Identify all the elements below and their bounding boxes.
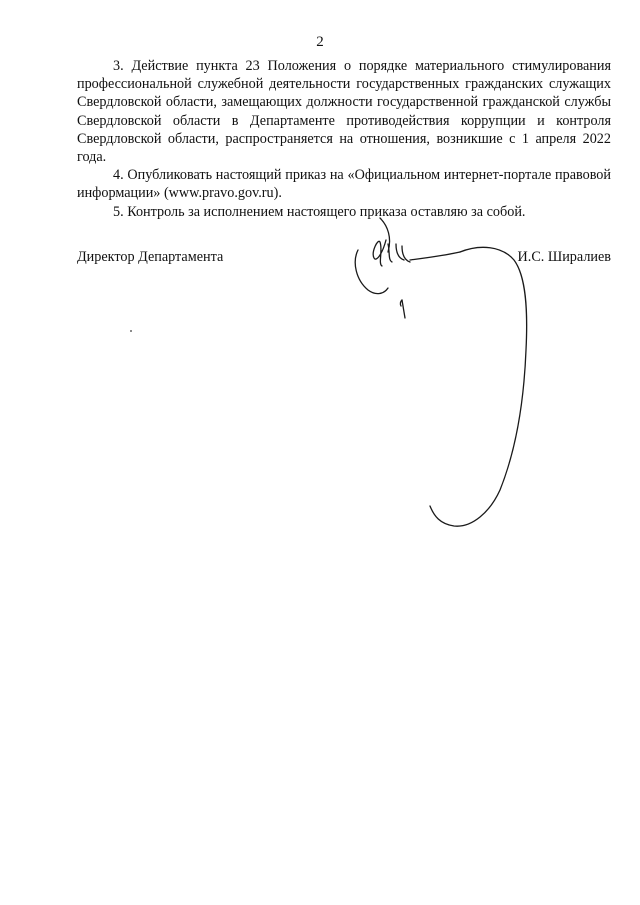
- paragraph-3: 3. Действие пункта 23 Положения о порядке материального стимулирования профессиональной служебной деятельности государственных гражданских служащих Свердловской области, замещающих должности государственной гражданской службы Свердловской области в Департаменте противодействия коррупции и контроля Свердловской области, распространяется на отношения, возникшие с 1 апреля 2022 года.: [77, 58, 611, 166]
- page-number: 2: [316, 34, 324, 50]
- signer-name: И.С. Ширалиев: [517, 249, 611, 265]
- paragraph-4: 4. Опубликовать настоящий приказ на «Официальном интернет-портале правовой информации» (www.pravo.gov.ru).: [77, 167, 611, 202]
- scan-speck: [130, 330, 132, 332]
- handwritten-signature: [330, 200, 540, 540]
- document-body: [77, 57, 611, 221]
- paragraph-5: 5. Контроль за исполнением настоящего приказа оставляю за собой.: [113, 203, 526, 220]
- signer-position: Директор Департамента: [77, 249, 224, 265]
